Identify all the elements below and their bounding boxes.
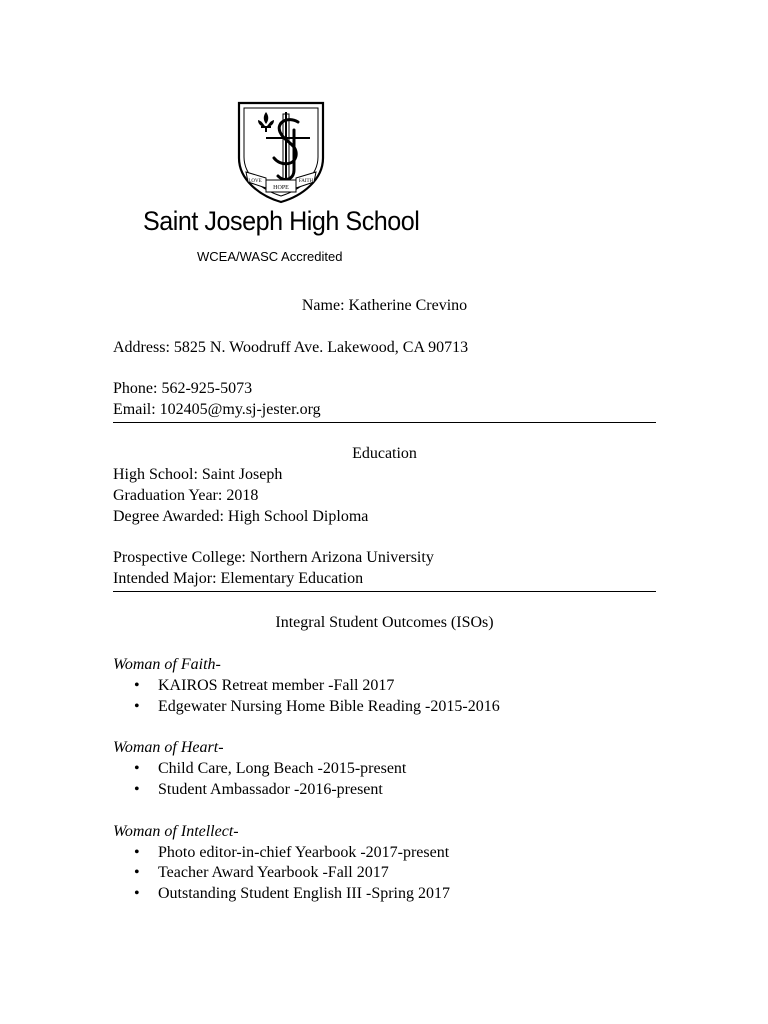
list-item: Child Care, Long Beach -2015-present [158,760,407,777]
bullet-icon: • [134,677,140,694]
prospective-college: Prospective College: Northern Arizona University [113,549,434,566]
list-item: KAIROS Retreat member -Fall 2017 [158,677,395,694]
bullet-icon: • [134,698,140,715]
ribbon-center-text: HOPE [273,185,289,191]
bullet-icon: • [134,844,140,861]
section-title-faith: Woman of Faith- [113,656,221,673]
list-item: Student Ambassador -2016-present [158,781,383,798]
intended-major: Intended Major: Elementary Education [113,570,364,587]
bullet-icon: • [134,885,140,902]
school-crest-logo [236,100,326,204]
bullet-icon: • [134,760,140,777]
ribbon-right-text: FAITH [298,179,314,184]
list-item: Photo editor-in-chief Yearbook -2017-present [158,844,450,861]
school-name: Saint Joseph High School [143,206,420,236]
divider [113,591,656,592]
phone: Phone: 562-925-5073 [113,380,253,397]
email: Email: 102405@my.sj-jester.org [113,401,321,418]
bullet-icon: • [134,781,140,798]
high-school: High School: Saint Joseph [113,466,283,483]
degree-awarded: Degree Awarded: High School Diploma [113,508,369,525]
bullet-icon: • [134,864,140,881]
section-title-intellect: Woman of Intellect- [113,823,239,840]
isos-heading: Integral Student Outcomes (ISOs) [275,614,494,631]
list-item: Teacher Award Yearbook -Fall 2017 [158,864,389,881]
list-item: Outstanding Student English III -Spring 2017 [158,885,450,902]
accreditation-text: WCEA/WASC Accredited [197,249,343,264]
list-item: Edgewater Nursing Home Bible Reading -2015-2016 [158,698,500,715]
section-title-heart: Woman of Heart- [113,739,224,756]
divider [113,422,656,423]
education-heading: Education [352,445,417,462]
ribbon-left-text: LOVE [248,179,262,184]
address: Address: 5825 N. Woodruff Ave. Lakewood, CA 90713 [113,339,469,356]
graduation-year: Graduation Year: 2018 [113,487,259,504]
student-name: Name: Katherine Crevino [301,297,468,314]
